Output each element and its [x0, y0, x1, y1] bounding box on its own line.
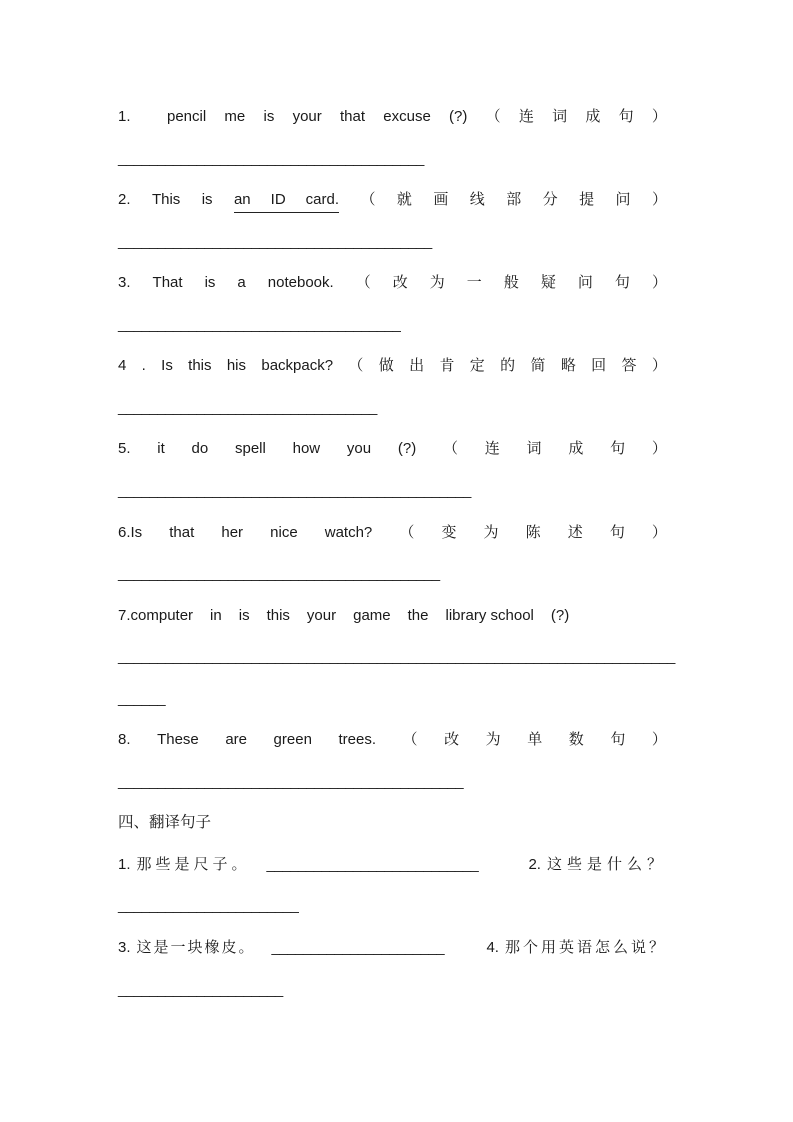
instruction-char: （ [442, 440, 458, 457]
instruction-char: ） [651, 357, 667, 374]
instruction-char: 回 [591, 357, 607, 374]
underlined-word: an [233, 191, 251, 208]
instruction-char: 线 [469, 191, 485, 208]
instruction-char: ） [651, 524, 667, 541]
exercise-word: your [292, 108, 322, 125]
translation-text: 这些是什么？ [546, 856, 667, 873]
instruction-char: 提 [579, 191, 595, 208]
exercise-word: this [188, 357, 212, 374]
instruction-char: （ [399, 524, 415, 541]
translation-number: 4. [486, 939, 499, 956]
answer-blank-row [118, 771, 463, 793]
exercise-word: . [141, 357, 146, 374]
answer-blank-row [118, 979, 283, 1001]
answer-blank-row [118, 231, 432, 253]
instruction-char: 部 [506, 191, 522, 208]
exercise-word: is [201, 191, 213, 208]
instruction-char: 单 [527, 731, 543, 748]
instruction-char: 问 [615, 191, 631, 208]
answer-blank-row [118, 563, 440, 585]
instruction-char: 定 [469, 357, 485, 374]
answer-blank[interactable]: _________________________________________ [118, 565, 440, 582]
answer-blank[interactable]: ________________________________________ [118, 233, 432, 250]
exercise-word: Is [161, 357, 173, 374]
exercise-number: 2. [118, 191, 131, 208]
exercise-word: (?) [449, 108, 468, 125]
instruction-char: 句 [618, 108, 634, 125]
answer-blank[interactable]: ______ [118, 690, 166, 707]
exercise-word: are [225, 731, 247, 748]
translation-number: 3. [118, 939, 131, 956]
instruction-char: 变 [441, 524, 457, 541]
exercise-line [118, 355, 667, 377]
exercise-number: 5. [118, 440, 131, 457]
instruction-char: 般 [503, 274, 519, 291]
exercise-word: library school [445, 607, 534, 624]
answer-blank[interactable]: ____________________________________________ [118, 773, 464, 790]
instruction-char: 句 [609, 524, 625, 541]
answer-blank[interactable]: _____________________ [118, 981, 283, 998]
instruction-char: ） [651, 191, 667, 208]
exercise-word: excuse [383, 108, 431, 125]
exercise-word: it [157, 440, 165, 457]
exercise-number: 4 [118, 357, 127, 374]
instruction-char: 成 [585, 108, 601, 125]
instruction-char: （ [355, 274, 371, 291]
answer-blank-row [118, 397, 377, 419]
exercise-word: backpack? [261, 357, 334, 374]
exercise-word: is [238, 607, 250, 624]
instruction-char: 陈 [525, 524, 541, 541]
exercise-word: trees. [338, 731, 376, 748]
translation-line [118, 854, 667, 876]
exercise-number: 7.computer [118, 607, 194, 624]
underlined-word: card. [305, 191, 340, 208]
exercise-word: spell [235, 440, 266, 457]
underlined-phrase [234, 189, 339, 213]
answer-blank-row [118, 895, 298, 917]
instruction-char: ） [651, 274, 667, 291]
instruction-char: 为 [485, 731, 501, 748]
exercise-word: game [353, 607, 391, 624]
exercise-word: pencil [166, 108, 207, 125]
exercise-word: your [306, 607, 337, 624]
translation-text: 这是一块橡皮。 [136, 939, 256, 956]
instruction-char: 词 [526, 440, 542, 457]
exercise-word: These [157, 731, 199, 748]
instruction-char: 句 [614, 274, 630, 291]
exercise-word: is [204, 274, 216, 291]
instruction-char: 肯 [439, 357, 455, 374]
exercise-number: 8. [118, 731, 131, 748]
instruction-char: ） [651, 108, 667, 125]
exercise-line [118, 272, 667, 294]
exercise-word: a [237, 274, 246, 291]
answer-blank-row [118, 148, 424, 170]
instruction-char: （ [485, 108, 501, 125]
instruction-char: 数 [568, 731, 584, 748]
instruction-char: ） [651, 731, 667, 748]
instruction-char: （ [348, 357, 364, 374]
exercise-word: that [169, 524, 195, 541]
instruction-char: 略 [560, 357, 576, 374]
instruction-char: 为 [429, 274, 445, 291]
instruction-char: 出 [409, 357, 425, 374]
exercise-word: how [292, 440, 321, 457]
exercise-word: green [273, 731, 312, 748]
translation-number: 2. [528, 856, 541, 873]
instruction-char: 一 [466, 274, 482, 291]
answer-blank[interactable]: _________________________________ [118, 399, 377, 416]
exercise-line [118, 729, 667, 751]
translation-item [118, 937, 444, 959]
instruction-char: 句 [610, 731, 626, 748]
answer-blank[interactable]: _____________________________________________ [118, 482, 471, 499]
instruction-char: 就 [396, 191, 412, 208]
exercise-word: That [152, 274, 183, 291]
answer-blank[interactable]: ____________________________________ [118, 316, 401, 333]
answer-blank[interactable]: _______________________________________ [118, 150, 424, 167]
exercise-word: notebook. [267, 274, 334, 291]
section-title: 四、翻译句子 [118, 814, 212, 831]
instruction-char: 句 [610, 440, 626, 457]
answer-blank[interactable]: _______________________ [118, 897, 299, 914]
instruction-char: 词 [552, 108, 568, 125]
translation-item [486, 937, 667, 959]
instruction-char: 述 [567, 524, 583, 541]
translation-text: 那些是尺子。 [136, 856, 251, 873]
instruction-char: ） [651, 440, 667, 457]
exercise-word: is [263, 108, 275, 125]
exercise-word: his [226, 357, 247, 374]
exercise-line [118, 438, 667, 460]
instruction-char: 简 [530, 357, 546, 374]
instruction-char: 画 [433, 191, 449, 208]
answer-blank-row [118, 646, 675, 668]
exercise-word: This [151, 191, 181, 208]
answer-blank[interactable]: ______________________ [271, 939, 445, 956]
answer-blank-row [118, 688, 165, 710]
translation-item [118, 854, 478, 876]
instruction-char: 分 [542, 191, 558, 208]
instruction-char: 连 [518, 108, 534, 125]
answer-blank[interactable]: _______________________________________________________________________ [118, 648, 675, 665]
exercise-number: 6.Is [118, 524, 143, 541]
translation-item [528, 854, 667, 876]
instruction-char: 疑 [540, 274, 556, 291]
exercise-word: the [407, 607, 429, 624]
answer-blank-row [118, 480, 471, 502]
instruction-char: （ [360, 191, 376, 208]
instruction-char: 的 [500, 357, 516, 374]
exercise-word: (?) [397, 440, 417, 457]
underlined-word: ID [270, 191, 286, 208]
instruction-char: （ [402, 731, 418, 748]
exercise-line [118, 189, 667, 211]
answer-blank-row [118, 314, 400, 336]
exercise-word: in [210, 607, 222, 624]
instruction-char: 为 [483, 524, 499, 541]
instruction-char: 成 [568, 440, 584, 457]
instruction-char: 问 [577, 274, 593, 291]
exercise-line [118, 522, 667, 544]
translation-number: 1. [118, 856, 131, 873]
exercise-word: do [191, 440, 209, 457]
instruction-char: 答 [621, 357, 637, 374]
exercise-word: watch? [324, 524, 373, 541]
instruction-char: 连 [484, 440, 500, 457]
exercise-line [118, 605, 678, 627]
translation-text: 那个用英语怎么说？ [504, 939, 667, 956]
exercise-number: 3. [118, 274, 131, 291]
exercise-word: (?) [550, 607, 570, 624]
exercise-number: 1. [118, 108, 131, 125]
exercise-line [118, 106, 667, 128]
translation-line [118, 937, 667, 959]
exercise-word: her [221, 524, 244, 541]
instruction-char: 做 [378, 357, 394, 374]
instruction-char: 改 [444, 731, 460, 748]
exercise-word: this [266, 607, 290, 624]
exercise-word: you [346, 440, 372, 457]
instruction-char: 改 [392, 274, 408, 291]
exercise-word: that [340, 108, 366, 125]
section-title-row [118, 812, 211, 834]
exercise-word: me [224, 108, 246, 125]
exercise-word: nice [270, 524, 298, 541]
answer-blank[interactable]: ___________________________ [266, 856, 479, 873]
